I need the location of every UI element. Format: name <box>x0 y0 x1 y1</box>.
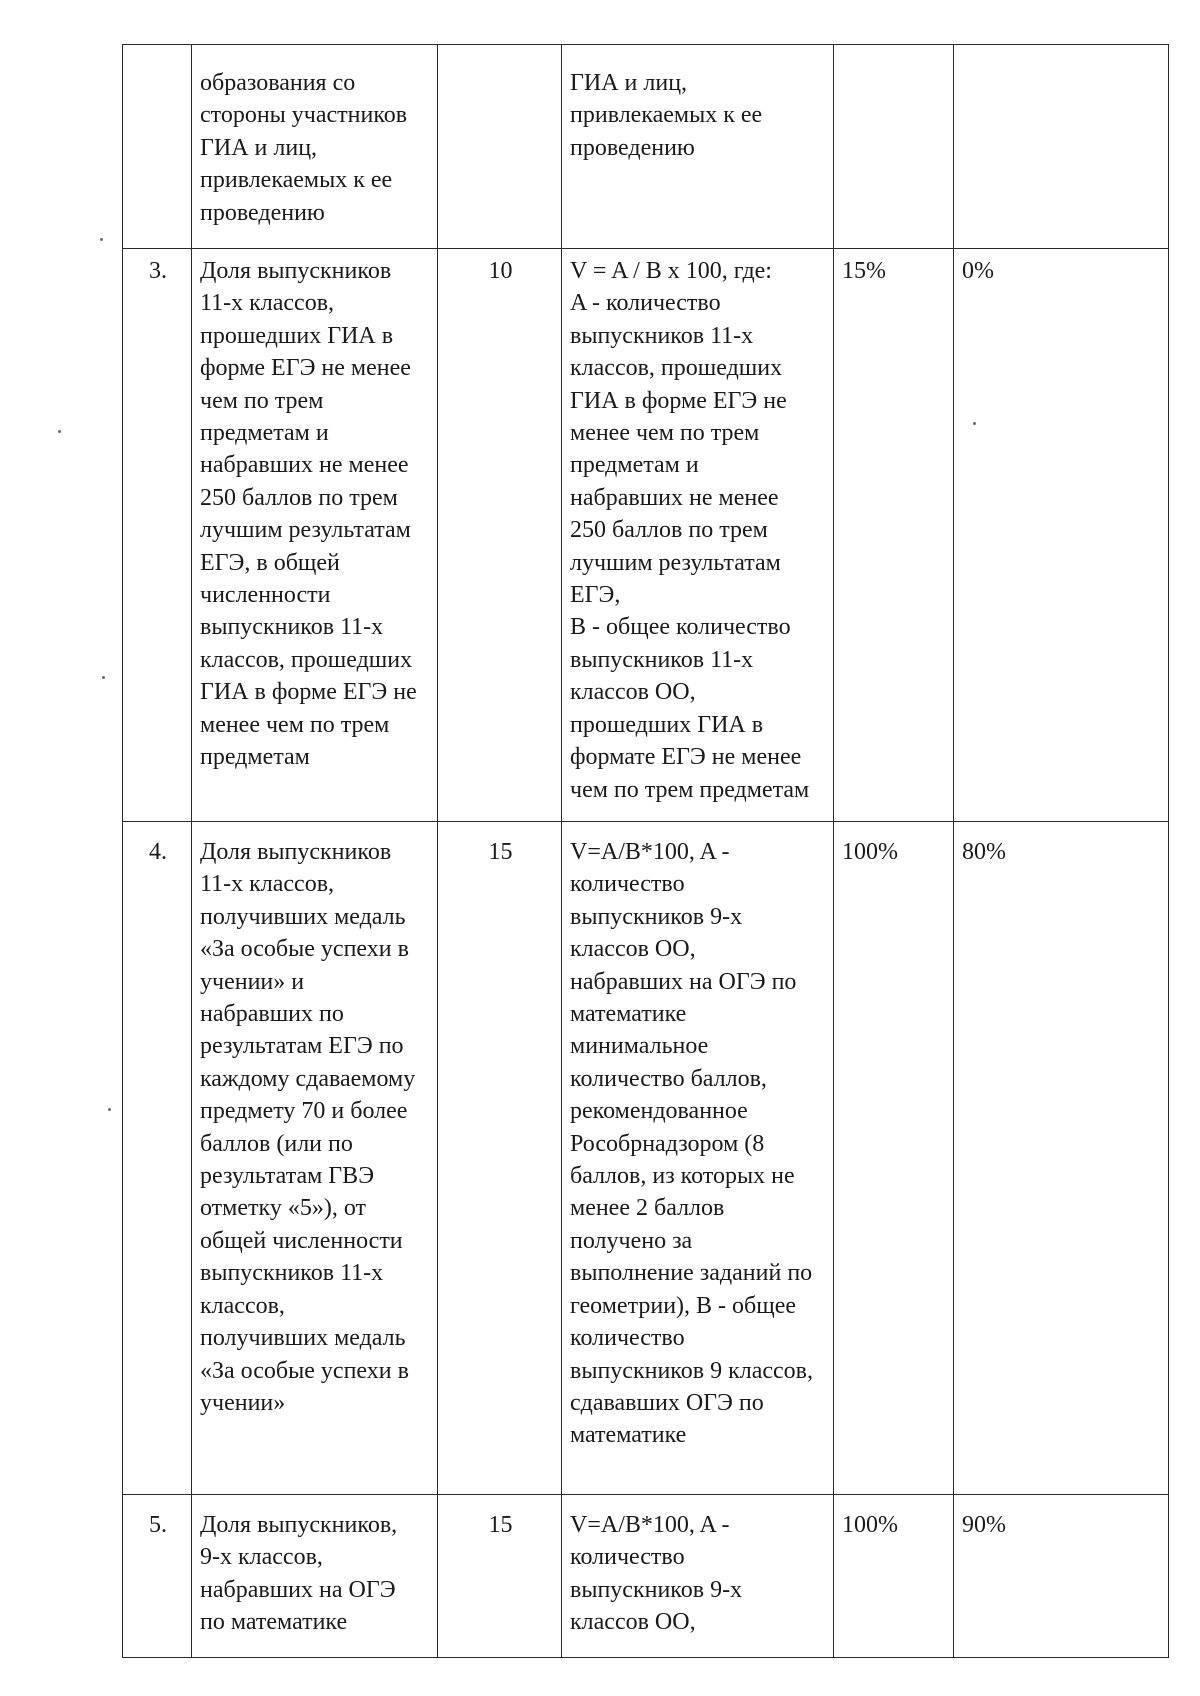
formula-cell: V = A / B x 100, где: A - количество выпускников 11-х классов, прошедших ГИА в форме ЕГЭ не менее чем по трем предметам и набравших не менее 250 баллов по трем лучшим результатам ЕГЭ, B - общее количество выпускников 11-х классов ОО, прошедших ГИА в формате ЕГЭ не менее чем по трем предметам <box>562 249 834 822</box>
target-value-cell: 15% <box>834 249 954 822</box>
weight-cell: 15 <box>438 1495 562 1658</box>
weight-cell <box>438 45 562 249</box>
indicator-name-cell: Доля выпускников 11-х классов, прошедших ГИА в форме ЕГЭ не менее чем по трем предметам и набравших не менее 250 баллов по трем лучшим результатам ЕГЭ, в общей численности выпускников 11-х классов, прошедших ГИА в форме ЕГЭ не менее чем по трем предметам <box>192 249 438 822</box>
scan-speck <box>108 1108 111 1111</box>
formula-cell: ГИА и лиц, привлекаемых к ее проведению <box>562 45 834 249</box>
current-value-cell: 80% <box>954 822 1169 1495</box>
row-number-cell: 3. <box>123 249 192 822</box>
table-row <box>123 45 1169 249</box>
target-value-cell: 100% <box>834 1495 954 1658</box>
weight-cell: 10 <box>438 249 562 822</box>
table-row <box>123 822 1169 1495</box>
table-row <box>123 249 1169 822</box>
indicator-name-cell: Доля выпускников, 9-х классов, набравших на ОГЭ по математике <box>192 1495 438 1658</box>
formula-cell: V=A/B*100, A - количество выпускников 9-х классов ОО, <box>562 1495 834 1658</box>
weight-cell: 15 <box>438 822 562 1495</box>
current-value-cell <box>954 45 1169 249</box>
target-value-cell <box>834 45 954 249</box>
scan-speck <box>100 238 103 241</box>
row-number-cell: 5. <box>123 1495 192 1658</box>
current-value-cell: 0% <box>954 249 1169 822</box>
row-number-cell: 4. <box>123 822 192 1495</box>
scan-speck <box>58 430 61 433</box>
table-row <box>123 1495 1169 1658</box>
formula-cell: V=A/B*100, A - количество выпускников 9-х классов ОО, набравших на ОГЭ по математике минимальное количество баллов, рекомендованное Рособрнадзором (8 баллов, из которых не менее 2 баллов получено за выполнение заданий по геометрии), B - общее количество выпускников 9 классов, сдававших ОГЭ по математике <box>562 822 834 1495</box>
current-value-cell: 90% <box>954 1495 1169 1658</box>
indicator-name-cell: Доля выпускников 11-х классов, получивших медаль «За особые успехи в учении» и набравших по результатам ЕГЭ по каждому сдаваемому предмету 70 и более баллов (или по результатам ГВЭ отметку «5»), от общей численности выпускников 11-х классов, получивших медаль «За особые успехи в учении» <box>192 822 438 1495</box>
scan-speck <box>973 422 976 425</box>
row-number-cell <box>123 45 192 249</box>
scan-speck <box>102 676 105 679</box>
target-value-cell: 100% <box>834 822 954 1495</box>
indicator-name-cell: образования со стороны участников ГИА и лиц, привлекаемых к ее проведению <box>192 45 438 249</box>
criteria-table <box>122 44 1169 1658</box>
